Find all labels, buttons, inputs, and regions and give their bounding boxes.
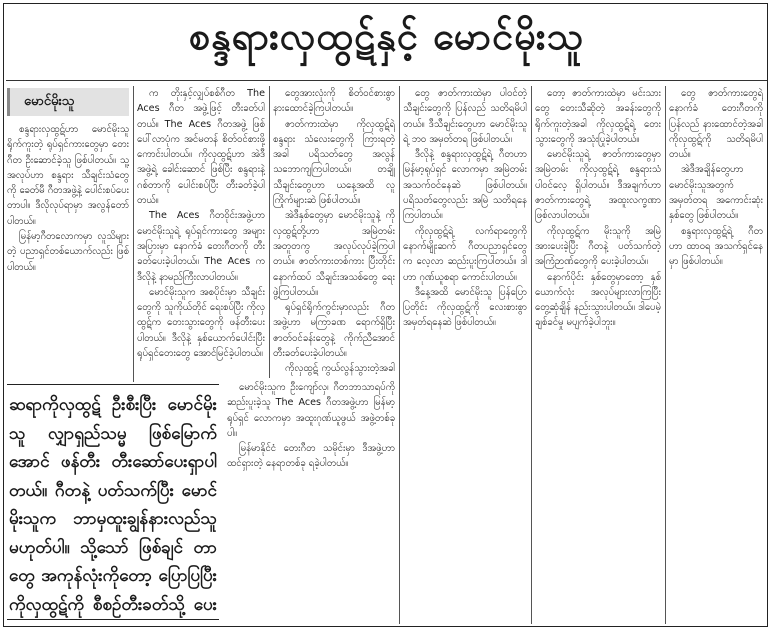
- paragraph: မောင်မိုးသူက ဦးကျော်လှ၊ ဂီတဘာသာရပ်ကို ဆည်းပူးခဲ့သူ The Aces ဂီတအဖွဲ့ဟာ မြန်မာ့ရုပ်ရှင် လောကမှာ အထူးဂုဏ်ယူဖွယ် အဖွဲ့တစ်ခုပါ။: [227, 382, 395, 439]
- paragraph: တွေအားလုံးကို စိတ်ဝင်စားစွာ နားထောင်ခဲ့ကြပါတယ်။: [273, 88, 395, 115]
- paragraph: ဒီလိုနဲ့ စန္ဒရားလှထွဋ်ရဲ့ ဂီတဟာ မြန်မာ့ရုပ်ရှင် လောကမှာ အမြဲတမ်း အသက်ဝင်နေဆဲ ဖြစ်ပါတယ်။ ပရိသတ်တွေလည်း အမြဲ သတိရနေကြပါတယ်။: [403, 149, 527, 222]
- column-2-lower: [227, 380, 395, 626]
- column-4: [403, 86, 527, 626]
- column-separator: [531, 86, 532, 624]
- column-separator: [665, 86, 666, 624]
- paragraph: က တိုးနှင့်လျှပ်စစ်ဂီတ The Aces ဂီတ အဖွဲ့ဖြင့် တီးခတ်ပါတယ်။ The Aces ဂီတအဖွဲ့ ဖြစ်ပေါ်လာပုံက အင်မတန် စိတ်ဝင်စားဖို့ ကောင်းပါတယ်။ ကိုလှထွဋ်ဟာ အဲဒီအဖွဲ့ရဲ့ ခေါင်းဆောင် ဖြစ်ပြီး စန္ဒရားနဲ့ ဂစ်တာကို ပေါင်းစပ်ပြီး တီးခတ်ခဲ့ပါတယ်။: [137, 88, 265, 207]
- paragraph: မောင်မိုးသူက အစပိုင်းမှာ သီချင်းတွေကို သူကိုယ်တိုင် ရေးစပ်ပြီး ကိုလှထွဋ်က တေးသွားတွေကို ဖန်တီးပေးပါတယ်။ ဒီလိုနဲ့ နှစ်ယောက်ပေါင်းပြီး ရုပ်ရှင်တေးတွေ အောင်မြင်ခဲ့ပါတယ်။: [137, 286, 265, 360]
- paragraph: ကိုလှထွဋ်ရဲ့ လက်ရာတွေကို နောက်မျိုးဆက် ဂီတပညာရှင်တွေက လေ့လာ ဆည်းပူးကြပါတယ်။ ဒါဟာ ဂုဏ်ယူစရာ ကောင်းပါတယ်။: [403, 225, 527, 283]
- paragraph: မြန်မာ့ဂီတလောကမှာ လူသိများတဲ့ ပညာရှင်တစ်ယောက်လည်း ဖြစ်ပါတယ်။: [7, 231, 129, 273]
- paragraph: တွေ ဇာတ်ကားတွေရဲ့ နောက်ခံ တေးဂီတကို ပြန်လည် နားထောင်တဲ့အခါ ကိုလှထွဋ်ကို သတိရမိပါတယ်။: [669, 88, 763, 161]
- paragraph: စန္ဒရားလှထွဋ်ဟာ မောင်မိုးသူ ရိုက်ကူးတဲ့ ရုပ်ရှင်ကားတွေမှာ တေးဂီတ ဦးဆောင်ခဲ့သူ ဖြစ်ပါတယ်။ သူ့အလုပ်ဟာ စန္ဒရား သီချင်းသံတွေကို ခေတ်မီ ဂီတအဖွဲ့နဲ့ ပေါင်းစပ်ပေးတာပါ။ ဒီလိုလုပ်ရာမှာ အလွန်တော်ပါတယ်။: [7, 124, 129, 227]
- paragraph: ဇာတ်ကားထဲမှာ ကိုလှထွဋ်ရဲ့ စန္ဒရား သံလေးတွေကို ကြားရတဲ့အခါ ပရိသတ်တွေ အလွန် သဘောကျကြပါတယ်။ တချို့သီချင်းတွေဟာ ယနေ့အထိ လူကြိုက်များဆဲ ဖြစ်ပါတယ်။: [273, 118, 395, 207]
- paragraph: မောင်မိုးသူရဲ့ ဇာတ်ကားတွေမှာ အမြဲတမ်း ကိုလှထွဋ်ရဲ့ စန္ဒရားသံ ပါဝင်လေ့ ရှိပါတယ်။ ဒီအချက်ဟာ ဇာတ်ကားတွေရဲ့ အထူးလက္ခဏာ ဖြစ်လာပါတယ်။: [535, 149, 661, 222]
- column-separator: [133, 86, 134, 382]
- paragraph: ရုပ်ရှင်ရိုက်ကွင်းမှာလည်း ဂီတအဖွဲ့ဟာ မကြာခဏ ရောက်ရှိပြီး ဇာတ်ဝင်ခန်းတွေနဲ့ ကိုက်ညီအောင် တီးခတ်ပေးခဲ့ပါတယ်။: [273, 302, 395, 360]
- column-2: [137, 86, 265, 376]
- paragraph: တွေ ဇာတ်ကားထဲမှာ ပါဝင်တဲ့ သီချင်းတွေကို ပြန်လည် သတိရမိပါတယ်။ ဒီသီချင်းတွေဟာ မောင်မိုးသူရဲ့ ဘဝ အမှတ်တရ ဖြစ်ပါတယ်။: [403, 88, 527, 145]
- paragraph: စန္ဒရားလှထွဋ်ရဲ့ ဂီတဟာ ထာဝရ အသက်ရှင်နေမှာ ဖြစ်ပါတယ်။: [669, 225, 763, 268]
- paragraph: နောက်ပိုင်း နှစ်တွေမှာတော့ နှစ်ယောက်လုံး အလုပ်များလာကြပြီး တွေ့ဆုံချိန် နည်းသွားပါတယ်။ ဒါပေမဲ့ ချစ်ခင်မှု မပျက်ခဲ့ပါဘူး။: [535, 271, 661, 329]
- paragraph: The Aces ဂီတဝိုင်းအဖွဲ့ဟာ မောင်မိုးသူရဲ့ ရုပ်ရှင်ကားတွေ အများအပြားမှာ နောက်ခံ တေးဂီတကို တီးခတ်ပေးခဲ့ပါတယ်။ The Aces က ဒီလိုနဲ့ နာမည်ကြီးလာပါတယ်။: [137, 210, 265, 283]
- article-headline: စန္ဒရားလှထွဋ်နှင့် မောင်မိုးသူ: [188, 14, 585, 58]
- paragraph: အဲဒီအချိန်တွေဟာ မောင်မိုးသူအတွက် အမှတ်တရ အကောင်းဆုံး နှစ်တွေ ဖြစ်ပါတယ်။: [669, 164, 763, 222]
- paragraph: အဲဒီနှစ်တွေမှာ မောင်မိုးသူနဲ့ ကိုလှထွဋ်တို့ဟာ အမြဲတမ်း အတူတကွ အလုပ်လုပ်ခဲ့ကြပါတယ်။ ဇာတ်ကားတစ်ကား ပြီးတိုင်း နောက်ထပ် သီချင်းအသစ်တွေ ရေးဖွဲ့ကြပါတယ်။: [273, 210, 395, 298]
- column-6: [669, 86, 763, 626]
- paragraph: မြန်မာနိုင်ငံ တေးဂီတ သမိုင်းမှာ ဒီအဖွဲ့ဟာ ထင်ရှားတဲ့ နေရာတစ်ခု ရခဲ့ပါတယ်။: [227, 443, 395, 470]
- paragraph: ကိုလှထွဋ်က မိုးသူကို အမြဲ အားပေးခဲ့ပြီး ဂီတနဲ့ ပတ်သက်တဲ့ အကြံဉာဏ်တွေကို ပေးခဲ့ပါတယ်။: [535, 225, 661, 268]
- paragraph: တော့ ဇာတ်ကားထဲမှာ မင်းသားတွေ တေးသီဆိုတဲ့ အခန်းတွေကို ရိုက်ကူးတဲ့အခါ ကိုလှထွဋ်ရဲ့ တေးသွားတွေကို အသုံးပြုခဲ့ပါတယ်။: [535, 88, 661, 145]
- column-separator: [399, 86, 400, 624]
- paragraph: ဒီနေ့အထိ မောင်မိုးသူ ပြန်ပြောပြတိုင်း ကိုလှထွဋ်ကို လေးစားစွာ အမှတ်ရနေဆဲ ဖြစ်ပါတယ်။: [403, 286, 527, 329]
- column-5: [535, 86, 661, 626]
- headline-divider: [6, 80, 767, 81]
- column-separator: [269, 86, 270, 378]
- paragraph: ကိုလှထွဋ် ကွယ်လွန်သွားတဲ့အခါ: [285, 363, 395, 375]
- author-byline: မောင်မိုးသူ: [7, 88, 129, 116]
- pull-quote: ဆရာကိုလှထွဋ် ဦးစီးပြီး မောင်မိုးသူ လျှာရှည်သမ္မ ဖြစ်မြောက်အောင် ဖန်တီး တီးဆော်ပေးရှာပါတယ်။ ဂီတနဲ့ ပတ်သက်ပြီး မောင်မိုးသူက ဘာမှထူးချွန်နားလည်သူ မဟုတ်ပါ။ သို့သော် ဖြစ်ချင် တာတွေ အကုန်လုံးကိုတော့ ပြောပြပြီး ကိုလှထွဋ်ကို စီစဉ်တီးခတ်သို့ ပေး: [7, 384, 219, 620]
- column-3: [273, 86, 395, 376]
- column-1: [7, 122, 129, 364]
